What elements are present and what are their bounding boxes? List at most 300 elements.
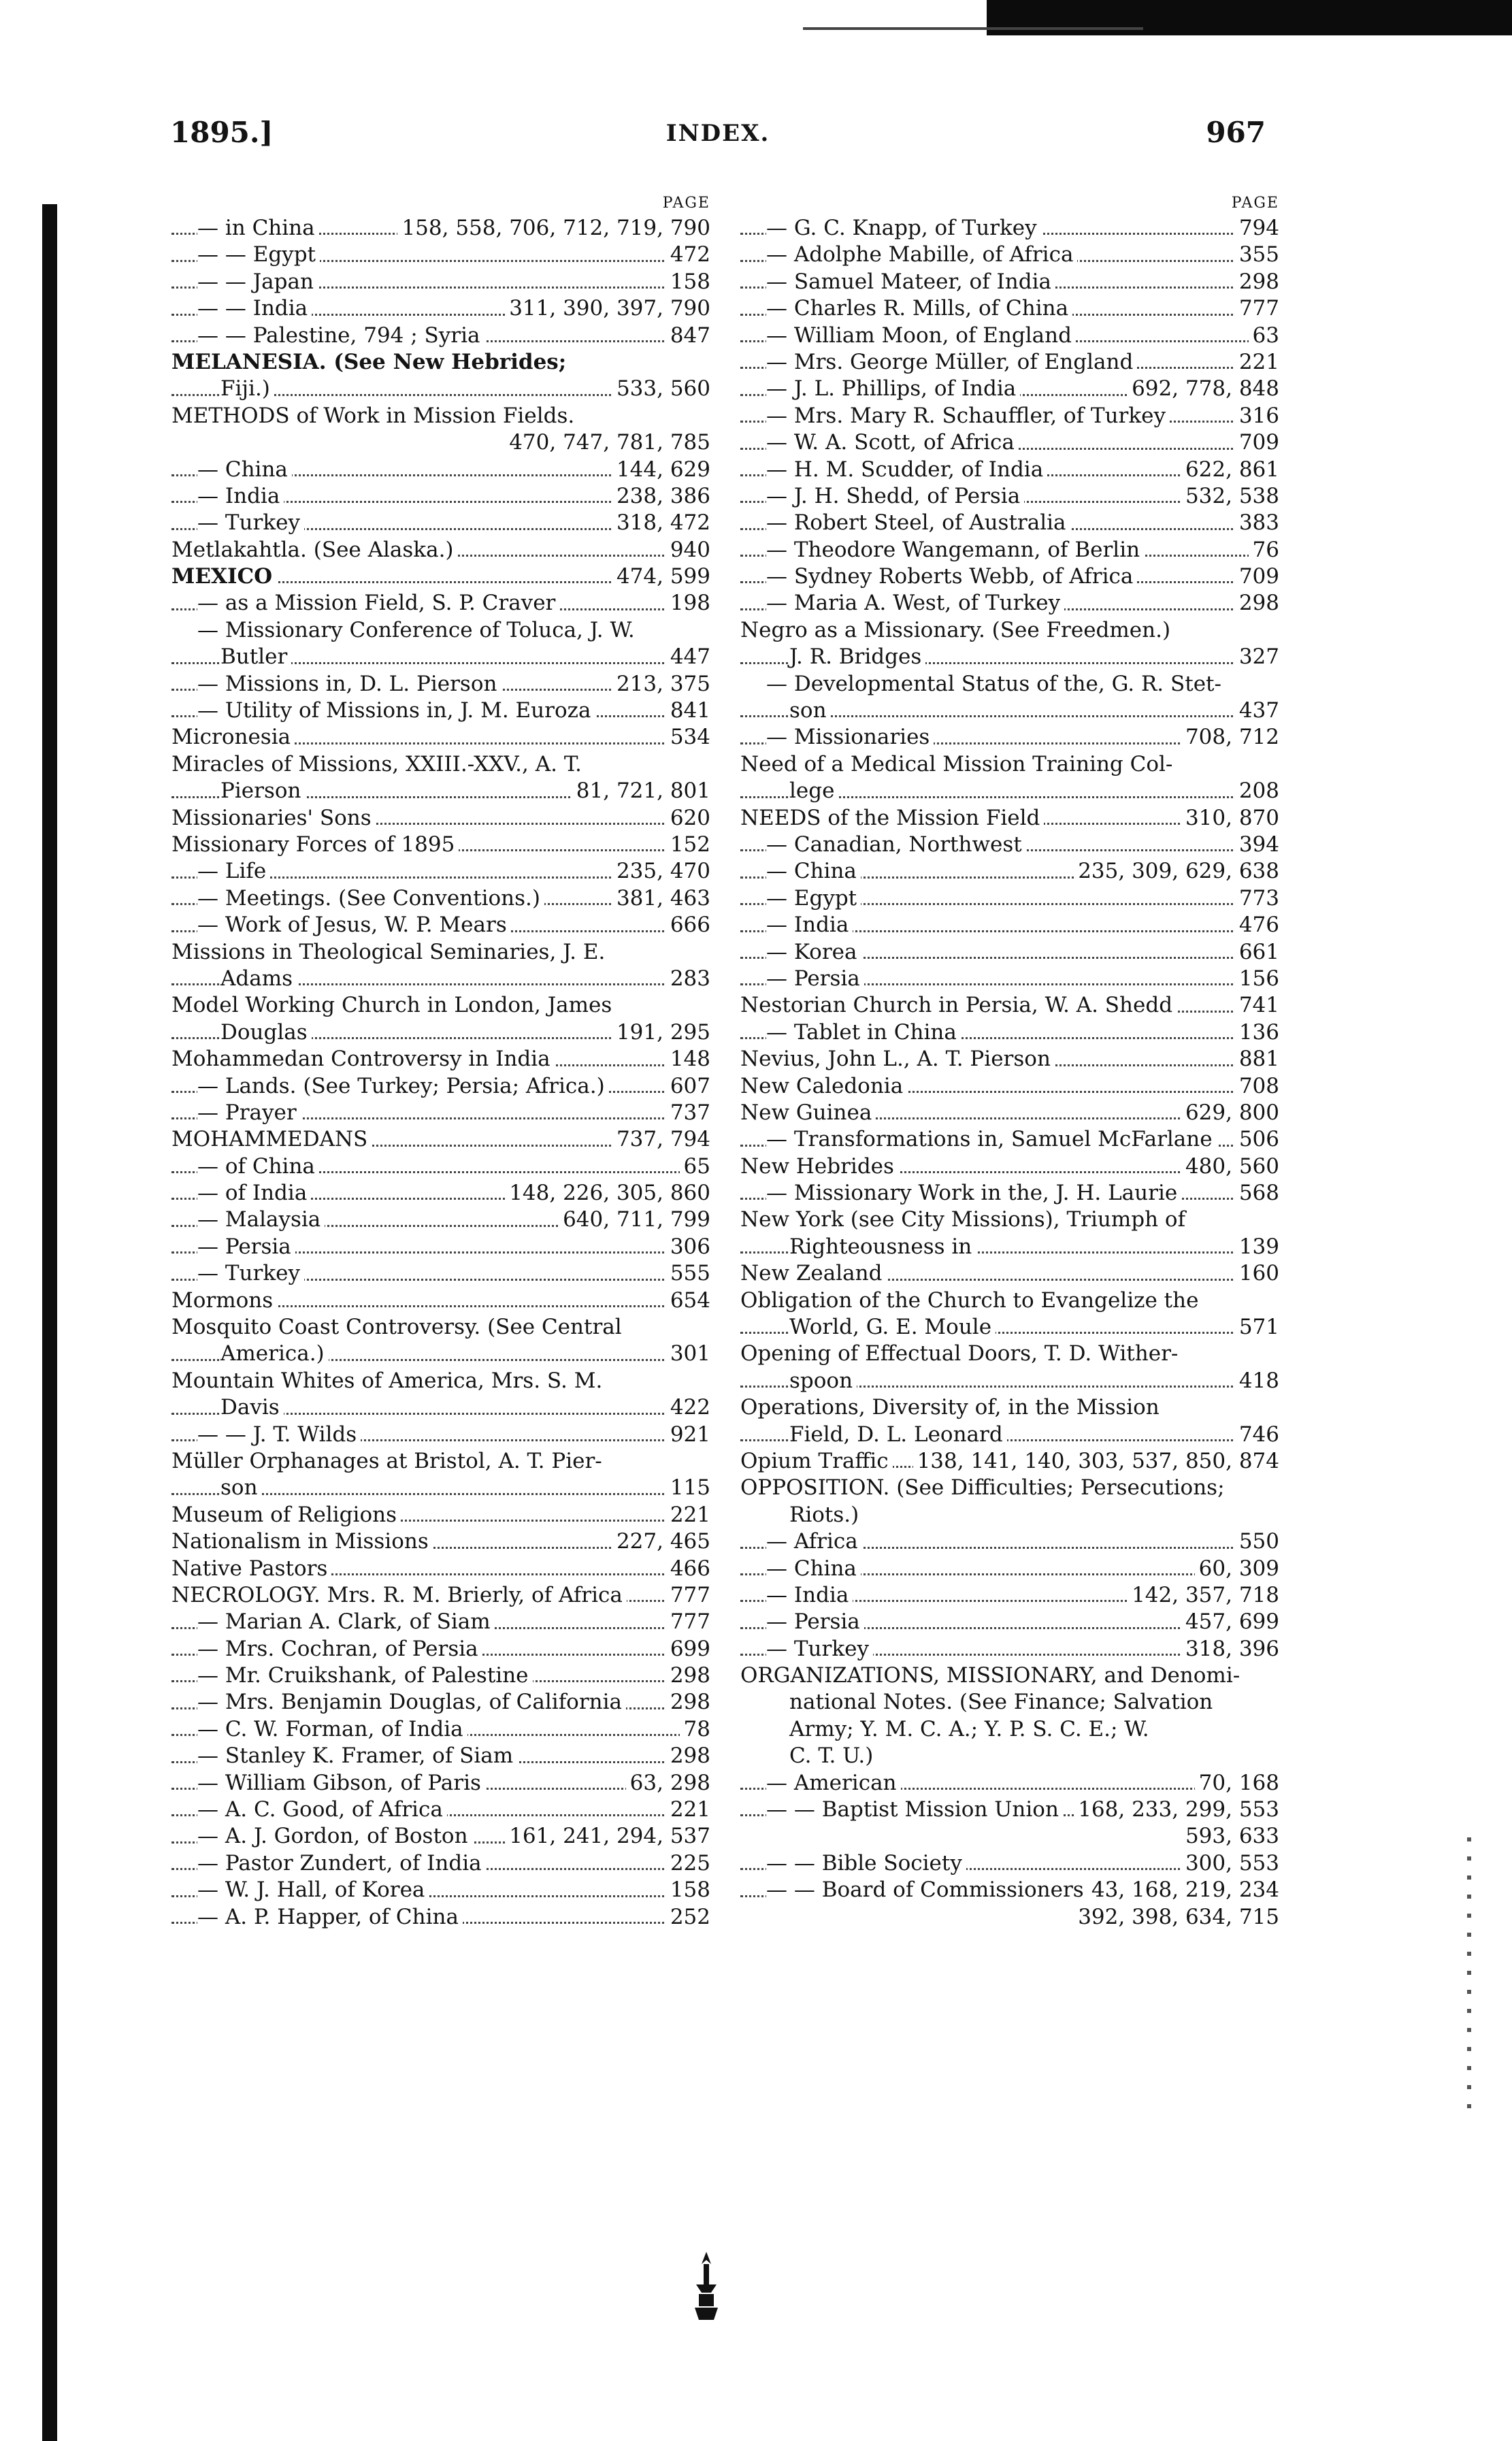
entry-heading: Riots.) — [789, 1502, 863, 1528]
entry-page-refs: 208 — [1235, 778, 1279, 804]
entry-page-refs: 777 — [666, 1582, 710, 1609]
index-entry — [740, 349, 1279, 376]
entry-page-refs: 81, 721, 801 — [572, 778, 710, 804]
entry-heading: — Missionary Work in the, J. H. Laurie — [766, 1180, 1181, 1207]
entry-heading: Mohammedan Controversy in India — [171, 1046, 555, 1072]
index-entry — [171, 1180, 710, 1207]
index-entry — [740, 1850, 1279, 1877]
index-entry — [171, 1770, 710, 1797]
index-entry — [740, 1126, 1279, 1153]
index-entry — [171, 671, 710, 698]
header-year: 1895.] — [170, 116, 274, 149]
entry-heading: Fiji.) — [220, 376, 274, 402]
index-entry — [740, 1556, 1279, 1582]
index-entry — [740, 724, 1279, 751]
entry-page-refs: 298 — [666, 1689, 710, 1716]
index-entry — [171, 1288, 710, 1314]
entry-page-refs: 221 — [1235, 349, 1279, 376]
entry-heading: — Developmental Status of the, G. R. Stet- — [766, 671, 1226, 698]
header-page-number: 967 — [1206, 116, 1266, 149]
entry-heading: — W. J. Hall, of Korea — [197, 1877, 429, 1903]
index-entry — [171, 537, 710, 563]
entry-page-refs: 550 — [1235, 1528, 1279, 1555]
index-entry — [740, 1046, 1279, 1072]
index-entry — [740, 1716, 1279, 1743]
entry-heading: — China — [197, 457, 292, 483]
entry-heading: — — J. T. Wilds — [197, 1422, 361, 1448]
index-entry — [740, 1475, 1279, 1501]
index-entry — [740, 617, 1279, 644]
entry-heading: Metlakahtla. (See Alaska.) — [171, 537, 458, 563]
entry-heading: — Work of Jesus, W. P. Mears — [197, 912, 511, 938]
entry-heading: — C. W. Forman, of India — [197, 1716, 467, 1743]
index-entry — [740, 376, 1279, 402]
entry-page-refs: 148 — [666, 1046, 710, 1072]
entry-heading: — Mrs. George Müller, of England — [766, 349, 1137, 376]
entry-heading: — — India — [197, 295, 312, 322]
index-entry — [740, 295, 1279, 322]
entry-heading: — Lands. (See Turkey; Persia; Africa.) — [197, 1073, 609, 1100]
entry-heading: — India — [766, 912, 853, 938]
entry-heading: — Robert Steel, of Australia — [766, 510, 1070, 536]
entry-heading: Model Working Church in London, James — [171, 992, 616, 1019]
entry-page-refs: 470, 747, 781, 785 — [505, 429, 710, 456]
entry-page-refs: 355 — [1235, 242, 1279, 268]
left-entries — [171, 215, 710, 1931]
entry-heading: — — Japan — [197, 269, 318, 295]
entry-heading: — — Egypt — [197, 242, 320, 268]
index-entry — [171, 1475, 710, 1501]
entry-heading: — Adolphe Mabille, of Africa — [766, 242, 1077, 268]
entry-heading: METHODS of Work in Mission Fields. — [171, 403, 578, 429]
entry-heading: — A. P. Happer, of China — [197, 1904, 463, 1931]
entry-page-refs: 136 — [1235, 1019, 1279, 1046]
index-entry — [171, 1850, 710, 1877]
index-entry — [740, 1180, 1279, 1207]
entry-page-refs: 640, 711, 799 — [559, 1207, 710, 1233]
entry-heading: — of China — [197, 1153, 319, 1180]
entry-heading: Adams — [220, 966, 297, 992]
entry-heading: Mosquito Coast Controversy. (See Central — [171, 1314, 626, 1341]
entry-heading: — in China — [197, 215, 319, 242]
entry-heading: — Persia — [766, 966, 864, 992]
entry-page-refs: 534 — [666, 724, 710, 751]
entry-heading: Micronesia — [171, 724, 295, 751]
entry-page-refs: 666 — [666, 912, 710, 938]
entry-heading: NEEDS of the Mission Field — [740, 805, 1044, 832]
top-edge-line — [803, 27, 1143, 30]
entry-page-refs: 70, 168 — [1195, 1770, 1279, 1797]
index-entry — [740, 751, 1279, 778]
entry-heading: ORGANIZATIONS, MISSIONARY, and Denomi- — [740, 1662, 1244, 1689]
entry-heading: Army; Y. M. C. A.; Y. P. S. C. E.; W. — [789, 1716, 1153, 1743]
entry-heading: — A. J. Gordon, of Boston — [197, 1823, 472, 1850]
entry-page-refs: 298 — [666, 1662, 710, 1689]
entry-heading: MEXICO — [171, 563, 276, 590]
entry-page-refs: 318, 396 — [1181, 1636, 1279, 1662]
index-entry — [171, 1394, 710, 1421]
entry-page-refs: 142, 357, 718 — [1128, 1582, 1279, 1609]
entry-page-refs: 447 — [666, 644, 710, 670]
entry-heading: — G. C. Knapp, of Turkey — [766, 215, 1041, 242]
entry-heading: — Mrs. Benjamin Douglas, of California — [197, 1689, 626, 1716]
index-entry — [740, 590, 1279, 617]
entry-page-refs: 300, 553 — [1181, 1850, 1279, 1877]
entry-heading: Obligation of the Church to Evangelize the — [740, 1288, 1202, 1314]
entry-heading: — William Gibson, of Paris — [197, 1770, 485, 1797]
index-entry — [740, 323, 1279, 349]
entry-heading: — Africa — [766, 1528, 862, 1555]
entry-page-refs: 383 — [1235, 510, 1279, 536]
entry-heading: Pierson — [220, 778, 305, 804]
entry-page-refs: 699 — [666, 1636, 710, 1662]
index-entry — [171, 1073, 710, 1100]
entry-page-refs: 310, 870 — [1181, 805, 1279, 832]
index-entry — [740, 429, 1279, 456]
entry-page-refs: 115 — [666, 1475, 710, 1501]
index-entry — [171, 939, 710, 966]
index-entry — [740, 1341, 1279, 1367]
entry-page-refs: 152 — [666, 832, 710, 858]
index-entry — [171, 832, 710, 858]
entry-page-refs: 654 — [666, 1288, 710, 1314]
index-entry — [740, 1502, 1279, 1528]
index-entry — [740, 1797, 1279, 1823]
index-entry — [171, 617, 710, 644]
entry-heading: Native Pastors — [171, 1556, 331, 1582]
entry-heading: — — Board of Commissioners — [766, 1877, 1088, 1903]
index-entry — [740, 1609, 1279, 1635]
entry-page-refs: 283 — [666, 966, 710, 992]
index-entry — [171, 483, 710, 510]
right-edge-marks — [1467, 1837, 1471, 2123]
index-entry — [171, 1823, 710, 1850]
index-entry — [740, 992, 1279, 1019]
entry-heading: Nestorian Church in Persia, W. A. Shedd — [740, 992, 1177, 1019]
entry-heading: — Mrs. Cochran, of Persia — [197, 1636, 482, 1662]
entry-heading: — Canadian, Northwest — [766, 832, 1026, 858]
entry-page-refs: 607 — [666, 1073, 710, 1100]
index-entry — [171, 1153, 710, 1180]
entry-page-refs: 794 — [1235, 215, 1279, 242]
index-entry — [171, 1046, 710, 1072]
index-entry — [740, 1314, 1279, 1341]
index-entry — [171, 1260, 710, 1287]
entry-heading: — J. L. Phillips, of India — [766, 376, 1020, 402]
index-entry — [740, 269, 1279, 295]
entry-page-refs: 213, 375 — [612, 671, 710, 698]
index-entry — [171, 1448, 710, 1475]
entry-heading: — — Bible Society — [766, 1850, 966, 1877]
entry-page-refs: 60, 309 — [1195, 1556, 1279, 1582]
index-entry — [740, 939, 1279, 966]
index-entry — [171, 1314, 710, 1341]
index-entry — [171, 885, 710, 912]
entry-heading: — Theodore Wangemann, of Berlin — [766, 537, 1144, 563]
entry-heading: — W. A. Scott, of Africa — [766, 429, 1019, 456]
entry-heading: — Utility of Missions in, J. M. Euroza — [197, 698, 595, 724]
entry-heading: Opening of Effectual Doors, T. D. Wither- — [740, 1341, 1182, 1367]
index-entry — [171, 966, 710, 992]
entry-heading: — Persia — [766, 1609, 864, 1635]
index-entry — [740, 1582, 1279, 1609]
entry-page-refs: 571 — [1235, 1314, 1279, 1341]
index-entry — [171, 1422, 710, 1448]
entry-page-refs: 235, 470 — [612, 858, 710, 885]
entry-page-refs: 191, 295 — [612, 1019, 710, 1046]
entry-heading: — as a Mission Field, S. P. Craver — [197, 590, 559, 617]
entry-page-refs: 741 — [1235, 992, 1279, 1019]
entry-heading: Missionaries' Sons — [171, 805, 376, 832]
index-entry — [171, 269, 710, 295]
entry-heading: — Missions in, D. L. Pierson — [197, 671, 501, 698]
index-entry — [740, 671, 1279, 698]
entry-heading: — Life — [197, 858, 270, 885]
index-entry — [740, 1422, 1279, 1448]
left-index-column — [171, 192, 710, 1931]
entry-page-refs: 555 — [666, 1260, 710, 1287]
entry-heading: Need of a Medical Mission Training Col- — [740, 751, 1177, 778]
index-entry — [740, 1448, 1279, 1475]
entry-page-refs: 381, 463 — [612, 885, 710, 912]
index-entry — [171, 992, 710, 1019]
entry-page-refs: 227, 465 — [612, 1528, 710, 1555]
index-entry — [171, 858, 710, 885]
index-entry — [740, 1904, 1279, 1931]
index-entry — [171, 1689, 710, 1716]
right-entries — [740, 215, 1279, 1931]
entry-page-refs: 847 — [666, 323, 710, 349]
index-entry — [740, 858, 1279, 885]
entry-heading: Missions in Theological Seminaries, J. E. — [171, 939, 609, 966]
entry-page-refs: 620 — [666, 805, 710, 832]
entry-heading: New Caledonia — [740, 1073, 907, 1100]
entry-page-refs: 235, 309, 629, 638 — [1074, 858, 1279, 885]
entry-page-refs: 298 — [1235, 590, 1279, 617]
entry-page-refs: 418 — [1235, 1368, 1279, 1394]
entry-heading: — Mr. Cruikshank, of Palestine — [197, 1662, 533, 1689]
entry-page-refs: 158, 558, 706, 712, 719, 790 — [397, 215, 710, 242]
index-entry — [740, 1636, 1279, 1662]
index-entry — [740, 1153, 1279, 1180]
index-entry — [171, 1904, 710, 1931]
entry-page-refs: 311, 390, 397, 790 — [505, 295, 710, 322]
index-entry — [740, 698, 1279, 724]
entry-page-refs: 737 — [666, 1100, 710, 1126]
entry-heading: New York (see City Missions), Triumph of — [740, 1207, 1189, 1233]
index-entry — [171, 912, 710, 938]
entry-page-refs: 43, 168, 219, 234 — [1087, 1877, 1279, 1903]
entry-heading: Mountain Whites of America, Mrs. S. M. — [171, 1368, 606, 1394]
entry-heading: — China — [766, 858, 861, 885]
entry-heading: — Sydney Roberts Webb, of Africa — [766, 563, 1137, 590]
entry-page-refs: 225 — [666, 1850, 710, 1877]
index-entry — [740, 1234, 1279, 1260]
index-entry — [171, 1502, 710, 1528]
index-entry — [740, 1528, 1279, 1555]
entry-heading: — India — [766, 1582, 853, 1609]
index-entry — [171, 1234, 710, 1260]
index-entry — [171, 403, 710, 429]
entry-page-refs: 144, 629 — [612, 457, 710, 483]
entry-page-refs: 138, 141, 140, 303, 537, 850, 874 — [913, 1448, 1279, 1475]
index-entry — [171, 698, 710, 724]
index-entry — [171, 1662, 710, 1689]
index-entry — [171, 429, 710, 456]
entry-page-refs: 533, 560 — [612, 376, 710, 402]
entry-heading: — Transformations in, Samuel McFarlane — [766, 1126, 1217, 1153]
entry-page-refs: 737, 794 — [612, 1126, 710, 1153]
entry-page-refs: 532, 538 — [1181, 483, 1279, 510]
index-entry — [171, 1528, 710, 1555]
left-margin-bar — [42, 204, 57, 2441]
entry-page-refs: 161, 241, 294, 537 — [505, 1823, 710, 1850]
index-entry — [171, 1609, 710, 1635]
entry-heading: — Missionaries — [766, 724, 934, 751]
index-entry — [171, 1582, 710, 1609]
index-entry — [171, 724, 710, 751]
entry-heading: son — [220, 1475, 262, 1501]
entry-page-refs: 168, 233, 299, 553 — [1074, 1797, 1279, 1823]
entry-heading: Righteousness in — [789, 1234, 976, 1260]
entry-page-refs: 437 — [1235, 698, 1279, 724]
entry-heading: Davis — [220, 1394, 284, 1421]
entry-page-refs: 160 — [1235, 1260, 1279, 1287]
entry-heading: — Mrs. Mary R. Schauffler, of Turkey — [766, 403, 1170, 429]
entry-page-refs: 158 — [666, 1877, 710, 1903]
entry-heading: — Turkey — [197, 1260, 304, 1287]
entry-page-refs: 746 — [1235, 1422, 1279, 1448]
entry-heading: Museum of Religions — [171, 1502, 401, 1528]
entry-heading: — Turkey — [766, 1636, 873, 1662]
index-entry — [740, 215, 1279, 242]
entry-page-refs: 78 — [680, 1716, 710, 1743]
entry-heading: — Stanley K. Framer, of Siam — [197, 1743, 517, 1769]
entry-heading: — Samuel Mateer, of India — [766, 269, 1055, 295]
entry-heading: Opium Traffic — [740, 1448, 893, 1475]
index-entry — [740, 644, 1279, 670]
entry-page-refs: 940 — [666, 537, 710, 563]
entry-heading: spoon — [789, 1368, 857, 1394]
entry-page-refs: 158 — [666, 269, 710, 295]
index-entry — [740, 1368, 1279, 1394]
entry-page-refs: 76 — [1249, 537, 1279, 563]
entry-heading: America.) — [220, 1341, 329, 1367]
index-entry — [740, 1743, 1279, 1769]
running-head — [170, 116, 1266, 163]
entry-page-refs: 466 — [666, 1556, 710, 1582]
index-entry — [171, 590, 710, 617]
entry-page-refs: 692, 778, 848 — [1128, 376, 1279, 402]
index-entry — [740, 966, 1279, 992]
entry-page-refs: 773 — [1235, 885, 1279, 912]
printer-ornament-icon — [691, 2249, 722, 2324]
entry-heading: New Guinea — [740, 1100, 876, 1126]
entry-page-refs: 65 — [680, 1153, 710, 1180]
entry-heading: Butler — [220, 644, 291, 670]
entry-heading: — Persia — [197, 1234, 295, 1260]
entry-heading: MOHAMMEDANS — [171, 1126, 372, 1153]
right-index-column — [740, 192, 1279, 1931]
entry-heading: Nevius, John L., A. T. Pierson — [740, 1046, 1055, 1072]
entry-page-refs: 238, 386 — [612, 483, 710, 510]
index-entry — [740, 1662, 1279, 1689]
entry-page-refs: 708 — [1235, 1073, 1279, 1100]
index-entry — [171, 323, 710, 349]
entry-page-refs: 306 — [666, 1234, 710, 1260]
entry-heading: — Meetings. (See Conventions.) — [197, 885, 544, 912]
entry-page-refs: 148, 226, 305, 860 — [505, 1180, 710, 1207]
top-edge-bar — [987, 0, 1512, 35]
page-column-label: PAGE — [1231, 195, 1279, 212]
entry-heading: Mormons — [171, 1288, 277, 1314]
index-entry — [171, 457, 710, 483]
entry-page-refs: 474, 599 — [612, 563, 710, 590]
entry-page-refs: 777 — [1235, 295, 1279, 322]
entry-heading: Miracles of Missions, XXIII.-XXV., A. T. — [171, 751, 586, 778]
entry-page-refs: 301 — [666, 1341, 710, 1367]
index-entry — [171, 563, 710, 590]
entry-page-refs: 252 — [666, 1904, 710, 1931]
entry-page-refs: 472 — [666, 242, 710, 268]
entry-page-refs: 593, 633 — [1181, 1823, 1279, 1850]
entry-heading: — Egypt — [766, 885, 861, 912]
index-entry — [740, 912, 1279, 938]
entry-page-refs: 139 — [1235, 1234, 1279, 1260]
entry-heading: — Missionary Conference of Toluca, J. W. — [197, 617, 639, 644]
index-entry — [171, 349, 710, 376]
entry-page-refs: 708, 712 — [1181, 724, 1279, 751]
entry-page-refs: 506 — [1235, 1126, 1279, 1153]
index-entry — [740, 1073, 1279, 1100]
entry-heading: Field, D. L. Leonard — [789, 1422, 1007, 1448]
entry-page-refs: 629, 800 — [1181, 1100, 1279, 1126]
entry-page-refs: 476 — [1235, 912, 1279, 938]
header-title: INDEX. — [665, 120, 770, 147]
index-entry — [171, 805, 710, 832]
index-entry — [740, 510, 1279, 536]
index-entry — [171, 242, 710, 268]
entry-heading: Negro as a Missionary. (See Freedmen.) — [740, 617, 1174, 644]
index-entry — [740, 242, 1279, 268]
entry-heading: NECROLOGY. Mrs. R. M. Brierly, of Africa — [171, 1582, 627, 1609]
entry-page-refs: 221 — [666, 1797, 710, 1823]
entry-heading: — Korea — [766, 939, 861, 966]
entry-heading: Nationalism in Missions — [171, 1528, 433, 1555]
entry-page-refs: 318, 472 — [612, 510, 710, 536]
index-entry — [740, 563, 1279, 590]
index-entry — [740, 1288, 1279, 1314]
index-entry — [740, 457, 1279, 483]
entry-heading: MELANESIA. (See New Hebrides; — [171, 349, 570, 376]
entry-page-refs: 709 — [1235, 429, 1279, 456]
entry-heading: World, G. E. Moule — [789, 1314, 996, 1341]
entry-page-refs: 298 — [666, 1743, 710, 1769]
entry-heading: — — Palestine, 794 ; Syria — [197, 323, 484, 349]
entry-page-refs: 198 — [666, 590, 710, 617]
entry-page-refs: 709 — [1235, 563, 1279, 590]
entry-page-refs: 777 — [666, 1609, 710, 1635]
index-entry — [740, 885, 1279, 912]
index-entry — [171, 215, 710, 242]
index-entry — [171, 778, 710, 804]
entry-page-refs: 568 — [1235, 1180, 1279, 1207]
entry-page-refs: 63, 298 — [626, 1770, 710, 1797]
entry-page-refs: 622, 861 — [1181, 457, 1279, 483]
entry-page-refs: 480, 560 — [1181, 1153, 1279, 1180]
index-entry — [740, 1260, 1279, 1287]
index-entry — [171, 1636, 710, 1662]
